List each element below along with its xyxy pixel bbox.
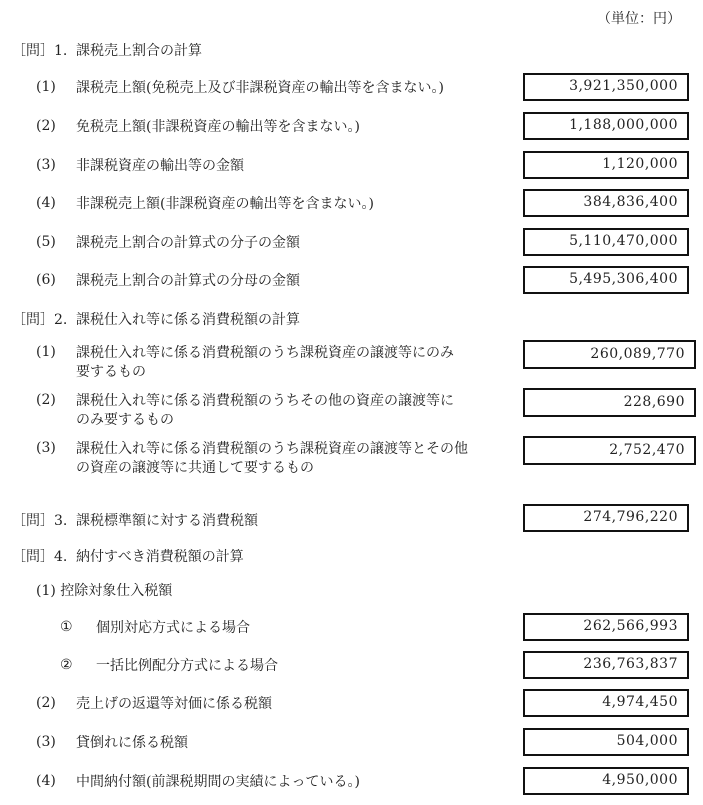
q4-item-label: 貸倒れに係る税額 [76, 735, 188, 751]
q1-item-value: 5,495,306,400 [523, 266, 689, 294]
q4-sub1-item-label: 個別対応方式による場合 [96, 620, 250, 636]
q4-sub1-label: (1) 控除対象仕入税額 [36, 583, 173, 599]
q1-item-label: 免税売上額(非課税資産の輸出等を含まない。) [76, 119, 360, 135]
unit-note: （単位：円） [597, 11, 681, 27]
q3-value: 274,796,220 [523, 504, 689, 532]
q4-sub1-item-value: 236,763,837 [523, 651, 689, 679]
q1-item-label: 課税売上割合の計算式の分子の金額 [76, 235, 300, 251]
q4-sub1-item-value: 262,566,993 [523, 613, 689, 641]
q1-item-label: 課税売上割合の計算式の分母の金額 [76, 273, 300, 289]
q1-item-value: 384,836,400 [523, 189, 689, 217]
q4-item-label: 売上げの返還等対価に係る税額 [76, 696, 272, 712]
q2-item-line1: 課税仕入れ等に係る消費税額のうちその他の資産の譲渡等に [76, 393, 454, 409]
q2-item-value: 228,690 [523, 388, 696, 417]
q3-tag: ［問］3. [12, 513, 68, 529]
q1-item-num: (6) [36, 272, 56, 288]
q4-item-value: 4,974,450 [523, 689, 689, 717]
q2-item-value: 2,752,470 [523, 436, 696, 465]
q4-item-value: 504,000 [523, 728, 689, 756]
q1-item-value: 1,120,000 [523, 151, 689, 179]
q2-item-num: (2) [36, 392, 56, 408]
q4-item-num: (3) [36, 734, 56, 750]
q4-item-num: (2) [36, 695, 56, 711]
q2-item-num: (1) [36, 344, 56, 360]
q1-item-value: 5,110,470,000 [523, 228, 689, 256]
q1-item-num: (4) [36, 195, 56, 211]
q1-item-label: 非課税売上額(非課税資産の輸出等を含まない。) [76, 196, 374, 212]
q1-item-value: 1,188,000,000 [523, 112, 689, 140]
q4-title: 納付すべき消費税額の計算 [76, 549, 244, 565]
q3-title: 課税標準額に対する消費税額 [76, 513, 258, 529]
q2-item-line2: の資産の譲渡等に共通して要するもの [76, 460, 314, 476]
q4-sub1-item-label: 一括比例配分方式による場合 [96, 658, 278, 674]
q1-tag: ［問］1. [12, 43, 68, 59]
q1-item-label: 非課税資産の輸出等の金額 [76, 158, 244, 174]
q1-item-num: (3) [36, 157, 56, 173]
q1-item-value: 3,921,350,000 [523, 73, 689, 101]
q1-title: 課税売上割合の計算 [76, 43, 202, 59]
q1-item-num: (5) [36, 234, 56, 250]
q4-sub1-item-num: ① [60, 619, 73, 635]
q2-item-line1: 課税仕入れ等に係る消費税額のうち課税資産の譲渡等にのみ [76, 345, 454, 361]
q2-title: 課税仕入れ等に係る消費税額の計算 [76, 312, 300, 328]
q1-item-num: (2) [36, 118, 56, 134]
q4-item-value: 4,950,000 [523, 767, 689, 795]
q2-item-line2: のみ要するもの [76, 412, 174, 428]
q4-item-num: (4) [36, 773, 56, 789]
q2-item-line1: 課税仕入れ等に係る消費税額のうち課税資産の譲渡等とその他 [76, 441, 468, 457]
q1-item-label: 課税売上額(免税売上及び非課税資産の輸出等を含まない。) [76, 80, 444, 96]
q2-item-value: 260,089,770 [523, 340, 696, 369]
q2-item-num: (3) [36, 440, 56, 456]
q4-sub1-item-num: ② [60, 657, 73, 673]
q1-item-num: (1) [36, 79, 56, 95]
q4-tag: ［問］4. [12, 549, 68, 565]
q4-item-label: 中間納付額(前課税期間の実績によっている。) [76, 774, 360, 790]
q2-item-line2: 要するもの [76, 364, 146, 380]
q2-tag: ［問］2. [12, 312, 68, 328]
